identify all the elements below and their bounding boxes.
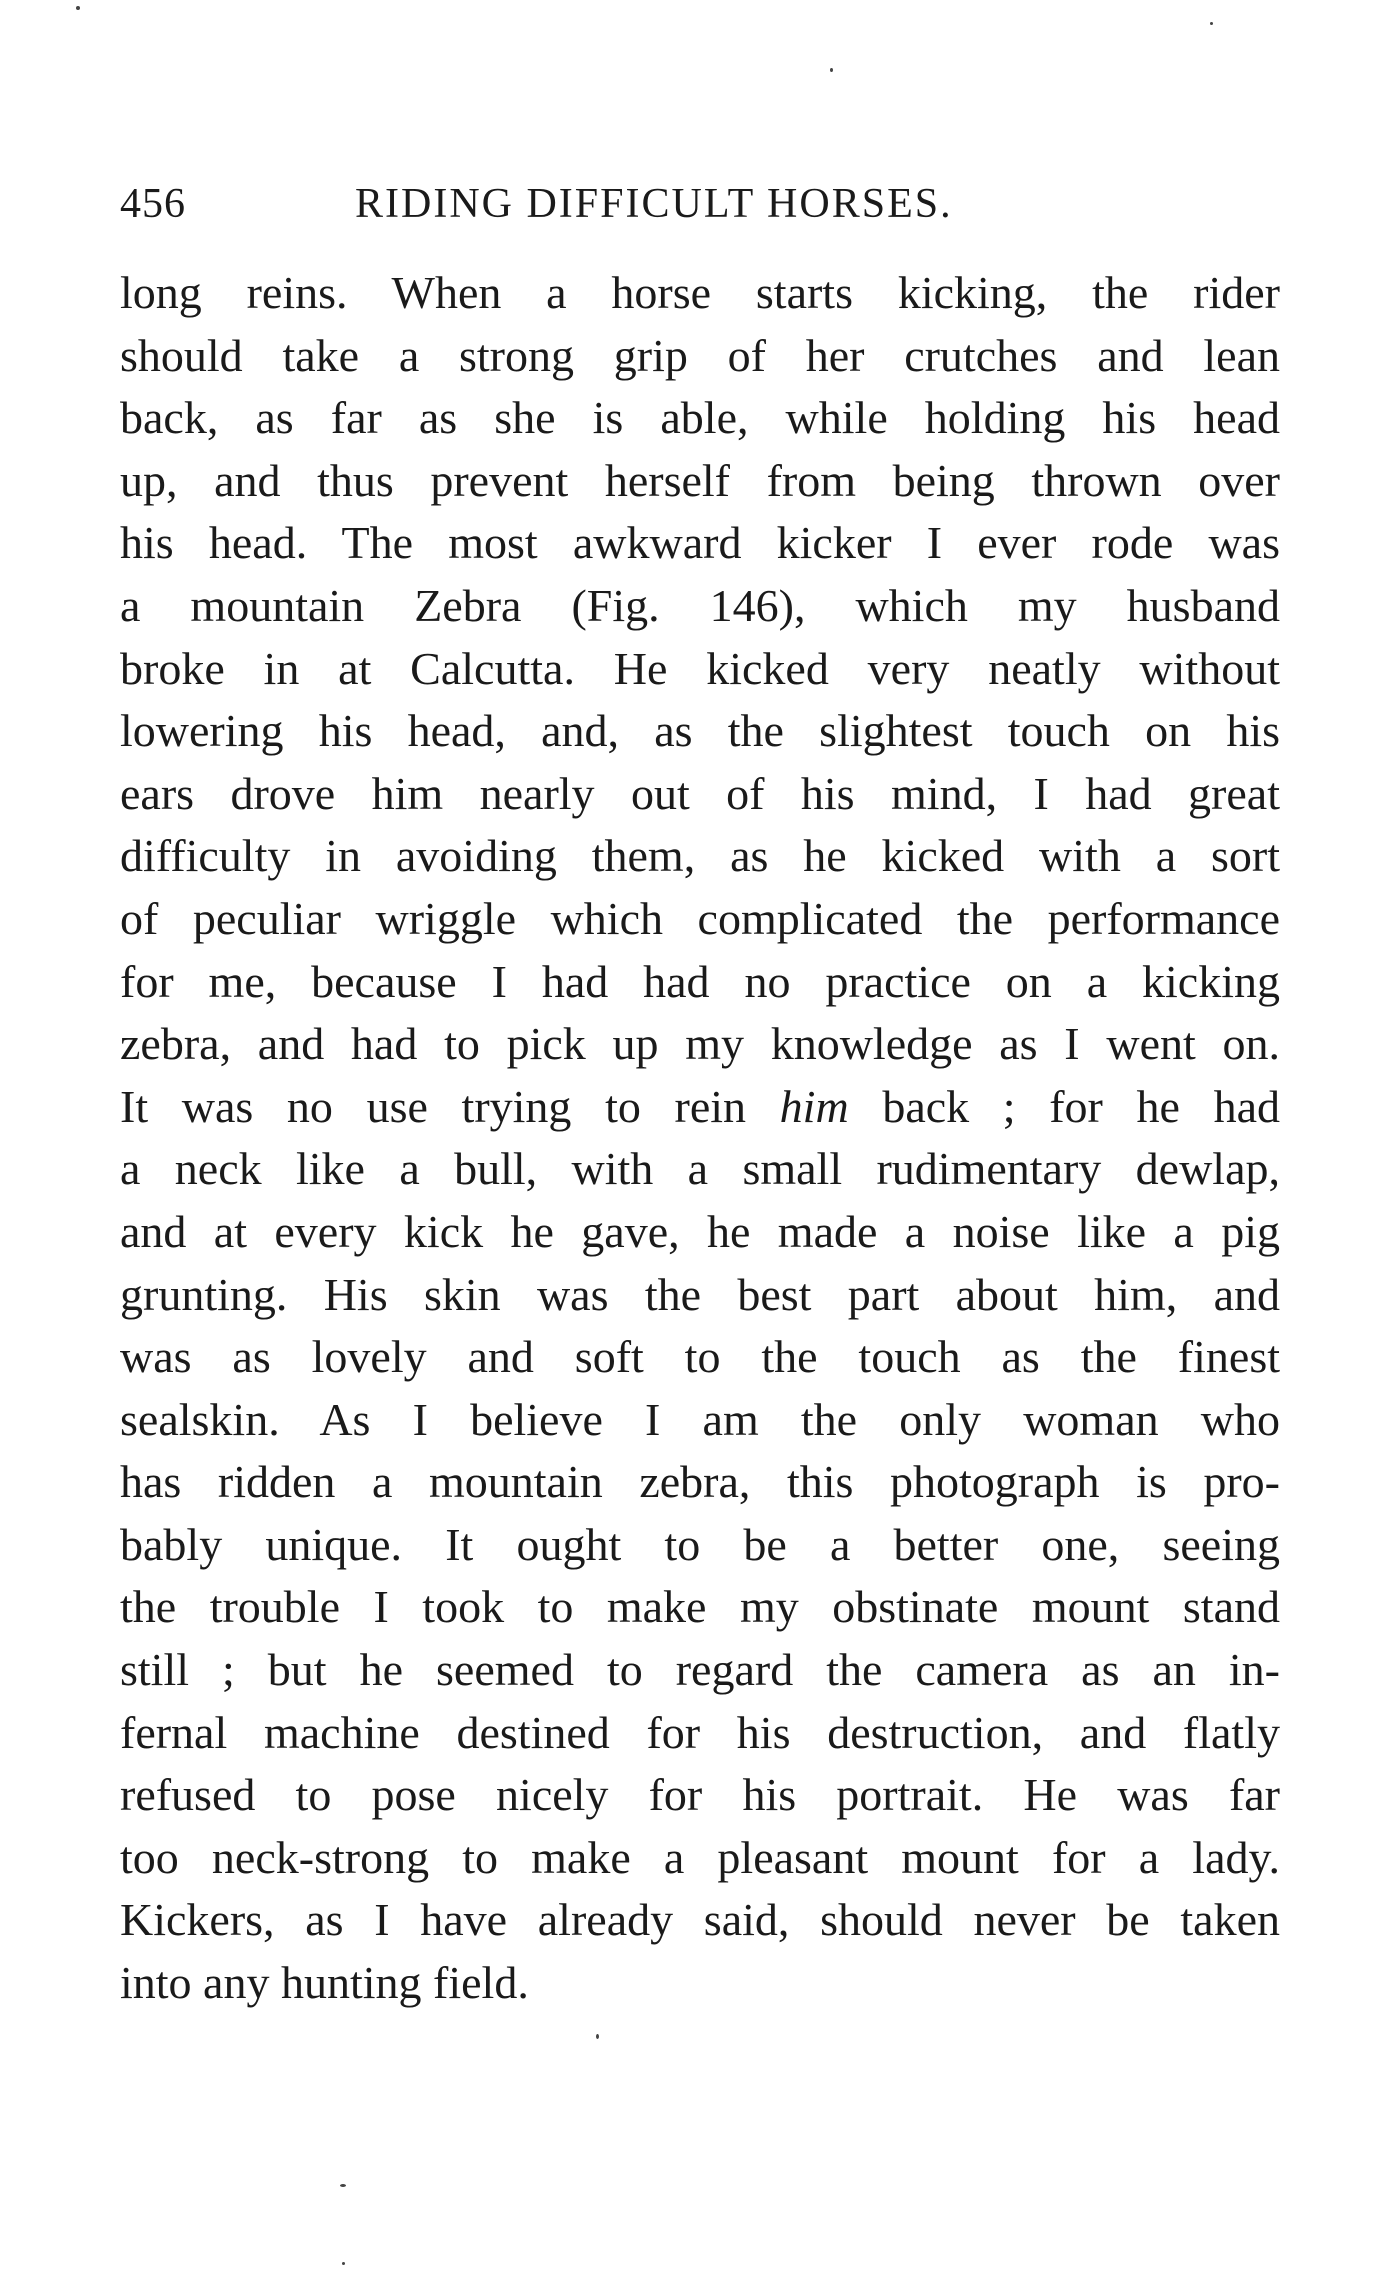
scan-speck: [340, 2184, 346, 2187]
text-line: Kickers, as I have already said, should never be taken: [120, 1894, 1280, 1946]
running-title: RIDING DIFFICULT HORSES.: [355, 181, 953, 227]
text-line: sealskin. As I believe I am the only woman who: [120, 1393, 1280, 1445]
text-line: of peculiar wriggle which complicated the performance: [120, 892, 1280, 944]
text-line: lowering his head, and, as the slightest touch on his: [120, 705, 1280, 757]
text-line: ears drove him nearly out of his mind, I had great: [120, 767, 1280, 819]
body-text: [120, 262, 1280, 2015]
text-line: his head. The most awkward kicker I ever rode was: [120, 517, 1280, 569]
scan-speck: [596, 2034, 599, 2039]
text-line: up, and thus prevent herself from being thrown over: [120, 454, 1280, 506]
text-line: difficulty in avoiding them, as he kicked with a sort: [120, 830, 1280, 882]
text-line: and at every kick he gave, he made a noise like a pig: [120, 1205, 1280, 1257]
text-line: should take a strong grip of her crutches and lean: [120, 329, 1280, 381]
text-line: It was no use trying to rein him back ; for he had: [120, 1080, 1280, 1132]
text-line: still ; but he seemed to regard the camera as an in-: [120, 1644, 1280, 1696]
text-line: into any hunting field.: [120, 1957, 529, 2009]
emphasis: him: [779, 1080, 849, 1132]
text-line: fernal machine destined for his destruction, and flatly: [120, 1706, 1280, 1758]
text-line: broke in at Calcutta. He kicked very neatly without: [120, 642, 1280, 694]
scan-speck: [830, 68, 833, 72]
page-number: 456: [120, 181, 186, 227]
text-line: the trouble I took to make my obstinate mount stand: [120, 1581, 1280, 1633]
scan-speck: [342, 2262, 345, 2265]
text-line: refused to pose nicely for his portrait. He was far: [120, 1769, 1280, 1821]
text-line: a neck like a bull, with a small rudimentary dewlap,: [120, 1143, 1280, 1195]
page-header: [120, 180, 1120, 240]
text-line: grunting. His skin was the best part about him, and: [120, 1268, 1280, 1320]
scan-speck: [76, 6, 80, 10]
text-line: long reins. When a horse starts kicking, the rider: [120, 267, 1280, 318]
text-line: for me, because I had had no practice on a kicking: [120, 955, 1280, 1007]
text-line: too neck-strong to make a pleasant mount for a lady.: [120, 1831, 1280, 1883]
text-line: a mountain Zebra (Fig. 146), which my husband: [120, 579, 1280, 631]
scan-speck: [1210, 22, 1213, 25]
text-line: bably unique. It ought to be a better one, seeing: [120, 1518, 1280, 1570]
text-line: back, as far as she is able, while holding his head: [120, 392, 1280, 444]
text-line: zebra, and had to pick up my knowledge as I went on.: [120, 1018, 1280, 1070]
text-line: was as lovely and soft to the touch as the finest: [120, 1331, 1280, 1383]
text-line: has ridden a mountain zebra, this photograph is pro-: [120, 1456, 1280, 1508]
